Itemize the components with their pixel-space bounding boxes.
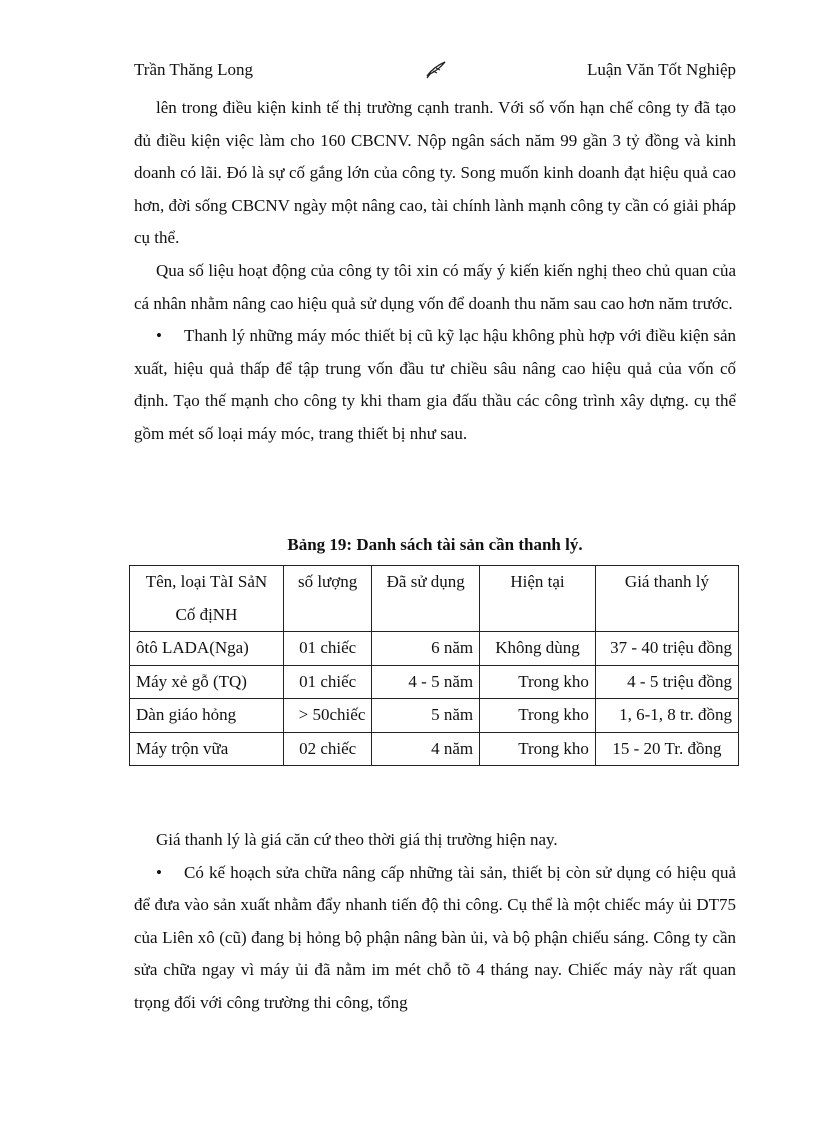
bullet-paragraph bbox=[134, 857, 736, 1020]
table-row bbox=[130, 665, 739, 699]
body-text-before bbox=[134, 92, 736, 451]
table-header-row bbox=[130, 566, 739, 632]
paragraph: lên trong điều kiện kinh tế thị trường cạnh tranh. Với số vốn hạn chế công ty đã tạo đủ điều kiện việc làm cho 160 CBCNV. Nộp ngân sách năm 99 gần 3 tỷ đồng và kinh doanh có lãi. Đó là sự cố gắng lớn của công ty. Song muốn kinh doanh đạt hiệu quả cao hơn, đời sống CBCNV ngày một nâng cao, tài chính lành mạnh công ty cần có giải pháp cụ thể. bbox=[134, 98, 736, 248]
table-cell: 4 - 5 năm bbox=[372, 665, 480, 699]
header-cell: Đã sử dụng bbox=[372, 566, 480, 632]
body-text-after bbox=[134, 824, 736, 1020]
table-caption: Bảng 19: Danh sách tài sản cần thanh lý. bbox=[287, 535, 583, 554]
header-author: Trần Thăng Long bbox=[134, 60, 253, 79]
table-cell: 02 chiếc bbox=[283, 732, 372, 766]
table-cell: 1, 6-1, 8 tr. đồng bbox=[595, 699, 738, 733]
paragraph: Qua số liệu hoạt động của công ty tôi xin có mấy ý kiến kiến nghị theo chủ quan của cá nhân nhằm nâng cao hiệu quả sử dụng vốn để doanh thu năm sau cao hơn năm trước. bbox=[134, 260, 736, 313]
table-cell: Máy xẻ gỗ (TQ) bbox=[130, 665, 284, 699]
table-row bbox=[130, 632, 739, 666]
table-cell: ôtô LADA(Nga) bbox=[130, 632, 284, 666]
table-cell: Dàn giáo hỏng bbox=[130, 699, 284, 733]
table-cell: 15 - 20 Tr. đồng bbox=[595, 732, 738, 766]
header-cell: Hiện tại bbox=[480, 566, 596, 632]
table-cell: 4 năm bbox=[372, 732, 480, 766]
asset-table bbox=[129, 565, 739, 766]
table-cell: Máy trộn vữa bbox=[130, 732, 284, 766]
table-cell: 01 chiếc bbox=[283, 665, 372, 699]
table-row bbox=[130, 732, 739, 766]
table-cell: > 50chiếc bbox=[283, 699, 372, 733]
table-cell: 4 - 5 triệu đồng bbox=[595, 665, 738, 699]
table-cell: Trong kho bbox=[480, 699, 596, 733]
quill-pen-icon bbox=[424, 60, 448, 80]
page-header bbox=[134, 58, 736, 82]
table-cell: Không dùng bbox=[480, 632, 596, 666]
bullet-icon: • bbox=[156, 862, 162, 882]
bullet-paragraph bbox=[134, 320, 736, 450]
table-cell: 01 chiếc bbox=[283, 632, 372, 666]
table-cell: 5 năm bbox=[372, 699, 480, 733]
header-cell: số lượng bbox=[283, 566, 372, 632]
table-cell: 6 năm bbox=[372, 632, 480, 666]
header-title: Luận Văn Tốt Nghiệp bbox=[586, 60, 736, 79]
header-cell: Tên, loại TàI SảN Cố địNH bbox=[130, 566, 284, 632]
paragraph: Giá thanh lý là giá căn cứ theo thời giá thị trường hiện nay. bbox=[156, 830, 558, 849]
bullet-icon: • bbox=[156, 326, 162, 346]
table-cell: Trong kho bbox=[480, 732, 596, 766]
bullet-text: Thanh lý những máy móc thiết bị cũ kỹ lạc hậu không phù hợp với điều kiện sản xuất, hiệu quả thấp để tập trung vốn đầu tư chiều sâu nâng cao hiệu quả của vốn cố định. Tạo thế mạnh cho công ty khi tham gia đấu thầu các công trình xây dựng. cụ thể gồm mét số loại máy móc, trang thiết bị như sau. bbox=[134, 326, 736, 443]
bullet-text: Có kế hoạch sửa chữa nâng cấp những tài sản, thiết bị còn sử dụng có hiệu quả để đưa vào sản xuất nhằm đẩy nhanh tiến độ thi công. Cụ thể là một chiếc máy ủi DT75 của Liên xô (cũ) đang bị hỏng bộ phận nâng bàn ủi, và bộ phận chiếu sáng. Công ty cần sửa chữa ngay vì máy ủi đã nằm im mét chỗ tõ 4 tháng nay. Chiếc máy này rất quan trọng đối với công trường thi công, tổng bbox=[134, 862, 736, 1012]
table-cell: Trong kho bbox=[480, 665, 596, 699]
table-row bbox=[130, 699, 739, 733]
header-cell: Giá thanh lý bbox=[595, 566, 738, 632]
table-cell: 37 - 40 triệu đồng bbox=[595, 632, 738, 666]
